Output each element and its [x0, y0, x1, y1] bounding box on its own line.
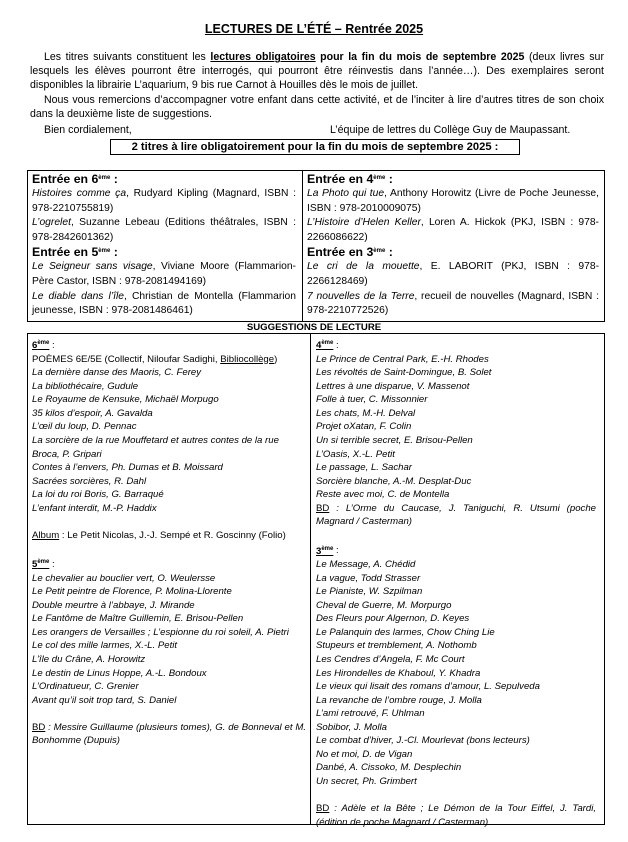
book-title: 7 nouvelles de la Terre [307, 290, 415, 302]
intro-text-d: (deux livres sur lesquels les élèves pourront être interrogés, qui pourront être réinvestis dans l’année…). Des exemplaires seront disponibles la librairie L’aquarium, 9 bis rue Carnot à Houilles dès le mois de juillet. [30, 51, 604, 92]
suggestion-item: Un si terrible secret, E. Brisou-Pellen [316, 435, 473, 447]
level-sup: ème [321, 545, 334, 552]
level-heading-colon: : [385, 172, 393, 186]
suggestion-item: Le Prince de Central Park, E.-H. Rhodes [316, 353, 489, 365]
suggestion-item: Contes à l’envers, Ph. Dumas et B. Moissard [32, 462, 223, 474]
signature: L’équipe de lettres du Collège Guy de Maupassant. [330, 124, 571, 136]
book-title: Histoires comme ça [32, 188, 127, 199]
level-number: 3 [316, 545, 322, 557]
intro-paragraph-1 [30, 50, 604, 93]
suggestion-item: L’Ordinatueur, C. Grenier [32, 681, 139, 693]
suggestion-item: Les chats, M.-H. Delval [316, 407, 416, 419]
suggestion-item: La sorcière de la rue Mouffetard et autres contes de la rue [32, 435, 279, 447]
bd-line-label: BD [316, 502, 330, 514]
level-heading-text [316, 546, 333, 557]
bd-line-text: : Messire Guillaume (plusieurs tomes), G. de Bonneval et M. Bonhomme (Dupuis) [32, 721, 306, 747]
level-number: 6 [32, 340, 38, 352]
level-heading-sup: ème [98, 175, 111, 181]
level-colon: : [49, 340, 55, 352]
suggestions-box [27, 333, 605, 828]
suggestions-left-column [32, 337, 306, 748]
suggestion-item: Le vieux qui lisait des romans d’amour, L. Sepulveda [316, 681, 540, 693]
required-book [307, 187, 599, 216]
bd-line-text: : L’Orme du Caucase, J. Taniguchi, R. Utsumi (poche Magnard / Casterman) [316, 502, 596, 528]
suggestion-item: Le destin de Linus Hoppe, A.-L. Bondoux [32, 667, 207, 679]
item-text-b: Bibliocollège [220, 353, 275, 365]
book-title: L’Histoire d’Helen Keller [307, 217, 421, 229]
bd-line [316, 802, 596, 829]
suggestion-item: Le chevalier au bouclier vert, O. Weulersse [32, 572, 216, 584]
suggestion-item: 35 kilos d’espoir, A. Gavalda [32, 407, 153, 419]
spacer [32, 542, 306, 556]
suggestion-item: Les révoltés de Saint-Domingue, B. Solet [316, 367, 492, 379]
spacer [32, 515, 306, 529]
book-title: Le cri de la mouette [307, 261, 420, 273]
book-title: Le Seigneur sans visage [32, 261, 153, 273]
level-heading [316, 337, 596, 353]
intro-emphasis-required: lectures obligatoires [210, 51, 316, 63]
suggestion-item: Projet oXatan, F. Colin [316, 421, 412, 433]
book-details: , Rudyard Kipling (Magnard, ISBN : 978-2210755819) [32, 188, 296, 214]
item-text-c: ) [274, 353, 278, 365]
intro-paragraph-2: Nous vous remercions d’accompagner votre enfant dans cette activité, et de l’inciter à lire d’autres titres de son choix dans la deuxième liste de suggestions. [30, 93, 604, 120]
suggestion-item: Le Palanquin des larmes, Chow Ching Lie [316, 626, 495, 638]
level-heading [32, 337, 306, 353]
suggestion-item: Sacrées sorcières, R. Dahl [32, 475, 147, 487]
spacer [316, 529, 596, 543]
level-heading-colon: : [385, 245, 393, 260]
book-details: , recueil de nouvelles (Magnard, ISBN : 978-2210772526) [307, 290, 599, 317]
suggestion-item: L’île du Crâne, A. Horowitz [32, 653, 146, 665]
suggestion-item: Le col des mille larmes, X.-L. Petit [32, 640, 178, 652]
level-heading-text: Entrée en 5 [32, 245, 99, 260]
required-book [32, 187, 296, 216]
suggestion-item: Avant qu’il soit trop tard, S. Daniel [32, 694, 177, 706]
book-details: , E. LABORIT (PKJ, ISBN : 978-2266128469) [307, 261, 600, 287]
intro-text [30, 50, 604, 121]
suggestion-item: Le Fantôme de Maître Guillemin, E. Brisou-Pellen [32, 613, 244, 625]
suggestion-item: Sorcière blanche, A.-M. Desplat-Duc [316, 475, 472, 487]
required-book [32, 216, 296, 245]
greeting: Bien cordialement, [44, 124, 132, 136]
item-text-a: POÈMES 6E/5E (Collectif, Niloufar Sadighi, [32, 353, 221, 365]
suggestion-item: Des Fleurs pour Algernon, D. Keyes [316, 613, 470, 625]
level-heading [316, 542, 596, 558]
level-sup: ème [321, 340, 334, 346]
required-reading-box [27, 170, 605, 322]
spacer [316, 788, 596, 802]
level-heading-text [32, 340, 49, 351]
book-title: La Photo qui tue [307, 188, 385, 199]
book-details: , Loren A. Hickok (PKJ, ISBN : 978-2266086622) [307, 217, 599, 243]
suggestion-item: Le combat d’hiver, J.-Cl. Mourlevat (bons lecteurs) [316, 735, 530, 747]
column-divider [310, 334, 311, 824]
required-book [32, 260, 296, 289]
required-right-column [307, 172, 599, 319]
album-line [32, 529, 306, 543]
suggestions-title: SUGGESTIONS DE LECTURE [246, 322, 382, 333]
suggestion-item: La vague, Todd Strasser [316, 572, 421, 584]
required-left-column [32, 172, 296, 319]
book-details: , Viviane Moore (Flammarion-Père Castor, ISBN : 978-2081494169) [32, 261, 296, 287]
level-heading-sup: ème [98, 248, 111, 255]
level-heading [32, 556, 306, 572]
suggestion-item: Stupeurs et tremblement, A. Nothomb [316, 640, 477, 652]
level-heading [32, 172, 296, 187]
suggestion-item: La dernière danse des Maoris, C. Ferey [32, 367, 202, 379]
suggestion-item: Un secret, Ph. Grimbert [316, 775, 417, 787]
bd-line-label: BD [316, 802, 330, 814]
spacer [32, 707, 306, 721]
level-colon: : [333, 340, 339, 352]
level-heading-sup: ème [373, 248, 386, 255]
suggestion-item: L’enfant interdit, M.-P. Haddix [32, 502, 157, 514]
level-heading [307, 172, 599, 187]
required-book [307, 260, 599, 289]
level-colon: : [333, 545, 339, 557]
suggestion-item: Cheval de Guerre, M. Morpurgo [316, 599, 452, 611]
suggestion-item: Reste avec moi, C. de Montella [316, 489, 450, 501]
intro-emphasis-deadline: pour la fin du mois de septembre 2025 [315, 51, 525, 63]
album-text: : Le Petit Nicolas, J.-J. Sempé et R. Goscinny (Folio) [59, 529, 286, 541]
required-book [32, 290, 296, 319]
level-heading-text [32, 559, 49, 570]
suggestion-item: Le Petit peintre de Florence, P. Molina-Llorente [32, 586, 232, 598]
suggestion-item: L’Oasis, X.-L. Petit [316, 448, 395, 460]
level-heading-text: Entrée en 3 [307, 245, 374, 260]
intro-text-a: Les titres suivants constituent les [44, 51, 211, 63]
suggestion-item: Le passage, L. Sachar [316, 462, 413, 474]
book-details: , Suzanne Lebeau (Editions théâtrales, ISBN : 978-2842601362) [32, 217, 296, 243]
book-title: L’ogrelet [32, 217, 71, 229]
book-details: , Anthony Horowitz (Livre de Poche Jeunesse, ISBN : 978-2010009075) [307, 188, 599, 214]
signature-line [44, 124, 604, 136]
suggestion-item: Les Cendres d’Angela, F. Mc Court [316, 653, 465, 665]
level-heading [32, 245, 296, 260]
suggestion-item: Le Message, A. Chédid [316, 559, 416, 571]
suggestions-right-column [316, 337, 596, 829]
suggestion-item: Les Hirondelles de Khaboul, Y. Khadra [316, 667, 481, 679]
level-heading [307, 245, 599, 260]
required-book [307, 290, 599, 319]
level-number: 5 [32, 559, 38, 571]
required-book [307, 216, 599, 245]
suggestion-item: Lettres à une disparue, V. Massenot [316, 380, 470, 392]
level-number: 4 [316, 340, 322, 352]
album-label: Album [32, 529, 60, 541]
suggestion-item: La bibliothécaire, Gudule [32, 380, 139, 392]
suggestion-item: Broca, P. Gripari [32, 448, 102, 460]
level-sup: ème [37, 340, 50, 346]
level-heading-text: Entrée en 6 [32, 172, 99, 186]
bd-line-label: BD [32, 721, 46, 733]
suggestion-item: Folle à tuer, C. Missonnier [316, 394, 428, 406]
level-heading-text: Entrée en 4 [307, 172, 374, 186]
suggestion-item: La loi du roi Boris, G. Barraqué [32, 489, 164, 501]
suggestion-item: Le Pianiste, W. Szpilman [316, 586, 423, 598]
book-title: Le diable dans l’île [32, 290, 124, 302]
suggestion-item: No et moi, D. de Vigan [316, 748, 413, 760]
page-title: LECTURES DE L’ÉTÉ – Rentrée 2025 [204, 22, 424, 36]
bd-line [32, 721, 306, 748]
level-colon: : [49, 559, 55, 571]
level-heading-text [316, 340, 333, 351]
bd-line-text: : Adèle et la Bête ; Le Démon de la Tour Eiffel, J. Tardi, (édition de poche Magnard / Casterman) [316, 802, 596, 828]
suggestion-item: Le Royaume de Kensuke, Michaël Morpugo [32, 394, 219, 406]
book-details: , Christian de Montella (Flammarion jeunesse, ISBN : 978-2081486461) [32, 290, 297, 317]
suggestion-item: L’œil du loup, D. Pennac [32, 421, 137, 433]
level-heading-colon: : [110, 245, 118, 260]
suggestion-item: L’ami retrouvé, F. Uhlman [316, 708, 425, 720]
suggestion-item: Double meurtre à l’abbaye, J. Mirande [32, 599, 195, 611]
suggestion-item: Danbé, A. Cissoko, M. Desplechin [316, 762, 462, 774]
column-divider [302, 171, 303, 321]
level-sup: ème [37, 558, 50, 565]
suggestion-item [32, 353, 306, 367]
suggestion-item: Les orangers de Versailles ; L’espionne du roi soleil, A. Pietri [32, 626, 289, 638]
bd-line [316, 502, 596, 529]
suggestion-item: La revanche de l’ombre rouge, J. Molla [316, 694, 482, 706]
required-reading-banner: 2 titres à lire obligatoirement pour la fin du mois de septembre 2025 : [110, 139, 520, 155]
level-heading-sup: ème [373, 175, 386, 181]
suggestion-item: Sobibor, J. Molla [316, 721, 387, 733]
level-heading-colon: : [110, 172, 118, 186]
